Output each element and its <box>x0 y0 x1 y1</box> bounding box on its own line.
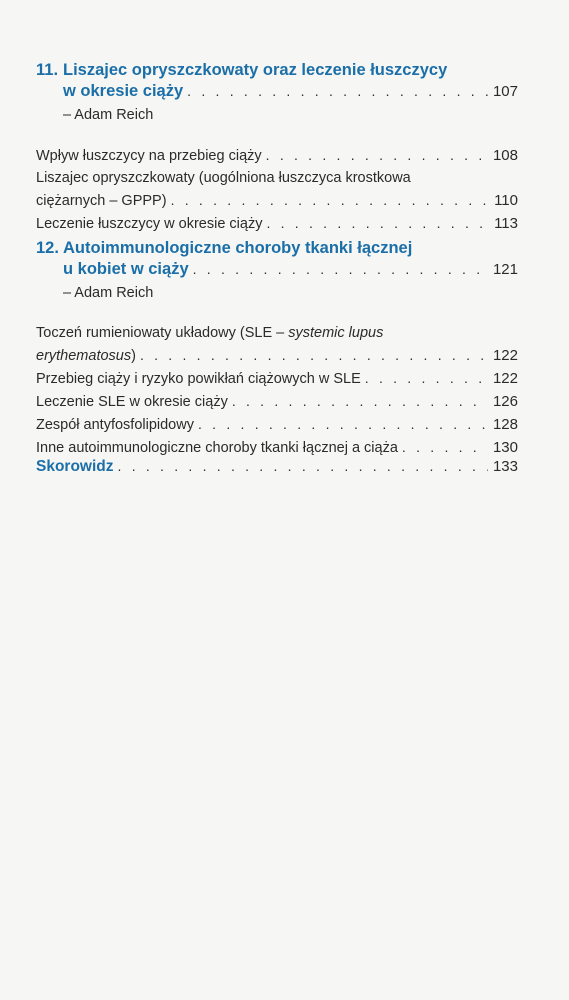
dot-leader <box>140 344 488 366</box>
index-label: Skorowidz <box>36 458 114 475</box>
toc-entry-text-plain: Toczeń rumieniowaty układowy (SLE – <box>36 325 289 341</box>
toc-entry-text: Zespół antyfosfolipidowy <box>36 417 194 433</box>
chapter-author: – Adam Reich <box>63 285 154 301</box>
toc-entry-text: ciężarnych – GPPP) <box>36 193 167 209</box>
toc-entry-page: 122 <box>492 347 518 364</box>
toc-entry[interactable] <box>36 344 518 367</box>
index-entry[interactable] <box>36 458 518 476</box>
chapter-page-number: 107 <box>492 83 518 100</box>
table-of-contents <box>36 0 518 1000</box>
toc-entry-text: Leczenie łuszczycy w okresie ciąży <box>36 216 263 232</box>
dot-leader <box>266 212 488 234</box>
chapter-title-row <box>36 259 518 280</box>
index-page: 133 <box>492 458 518 475</box>
dot-leader <box>193 259 488 280</box>
toc-entry-text-after: ) <box>131 348 136 364</box>
chapter-heading <box>36 60 518 81</box>
chapter-author: – Adam Reich <box>63 107 154 123</box>
chapter-title-line1: Liszajec opryszczkowaty oraz leczenie łuszczycy <box>63 61 448 79</box>
toc-entry-page: 108 <box>492 147 518 164</box>
chapter-title-line2: u kobiet w ciąży <box>63 260 189 278</box>
toc-entry[interactable] <box>36 212 518 235</box>
toc-entry-text-line1[interactable]: Liszajec opryszczkowaty (uogólniona łuszczyca krostkowa <box>36 170 411 186</box>
dot-leader <box>365 367 488 389</box>
dot-leader <box>187 81 488 102</box>
chapter-heading <box>36 238 518 259</box>
toc-entry-text: Przebieg ciąży i ryzyko powikłań ciążowych w SLE <box>36 371 361 387</box>
toc-entry-page: 126 <box>492 393 518 410</box>
dot-leader <box>171 189 488 211</box>
dot-leader <box>266 144 488 166</box>
toc-entry-text-italic: erythematosus <box>36 348 132 364</box>
chapter-entries <box>36 322 518 459</box>
toc-entry-text: Wpływ łuszczycy na przebieg ciąży <box>36 148 262 164</box>
chapter-title-line1: Autoimmunologiczne choroby tkanki łącznej <box>63 239 413 257</box>
chapter-12 <box>36 238 518 459</box>
chapter-11 <box>36 60 518 235</box>
dot-leader <box>118 458 488 474</box>
toc-entry[interactable] <box>36 367 518 390</box>
toc-entry-page: 110 <box>494 192 518 209</box>
toc-entry-page: 128 <box>492 416 518 433</box>
toc-entry[interactable] <box>36 144 518 167</box>
toc-entry-page: 113 <box>494 215 518 232</box>
toc-entry-page: 130 <box>492 439 518 456</box>
chapter-title-row <box>36 81 518 102</box>
toc-entry-text <box>36 345 136 367</box>
toc-entry[interactable] <box>36 436 518 459</box>
chapter-number: 11. <box>36 61 59 79</box>
toc-entry[interactable] <box>36 413 518 436</box>
dot-leader <box>198 413 488 435</box>
chapter-number: 12. <box>36 239 59 257</box>
toc-entry-text: Inne autoimmunologiczne choroby tkanki łącznej a ciąża <box>36 440 398 456</box>
toc-entry-text: Leczenie SLE w okresie ciąży <box>36 394 228 410</box>
toc-entry-page: 122 <box>492 370 518 387</box>
dot-leader <box>232 390 488 412</box>
chapter-entries <box>36 144 518 235</box>
dot-leader <box>402 436 488 458</box>
chapter-title-line2: w okresie ciąży <box>63 82 184 100</box>
toc-entry[interactable] <box>36 390 518 413</box>
toc-entry-text-line1[interactable] <box>36 322 518 344</box>
chapter-page-number: 121 <box>492 261 518 278</box>
toc-entry[interactable] <box>36 189 518 212</box>
toc-entry-text-italic: systemic lupus <box>288 325 384 341</box>
